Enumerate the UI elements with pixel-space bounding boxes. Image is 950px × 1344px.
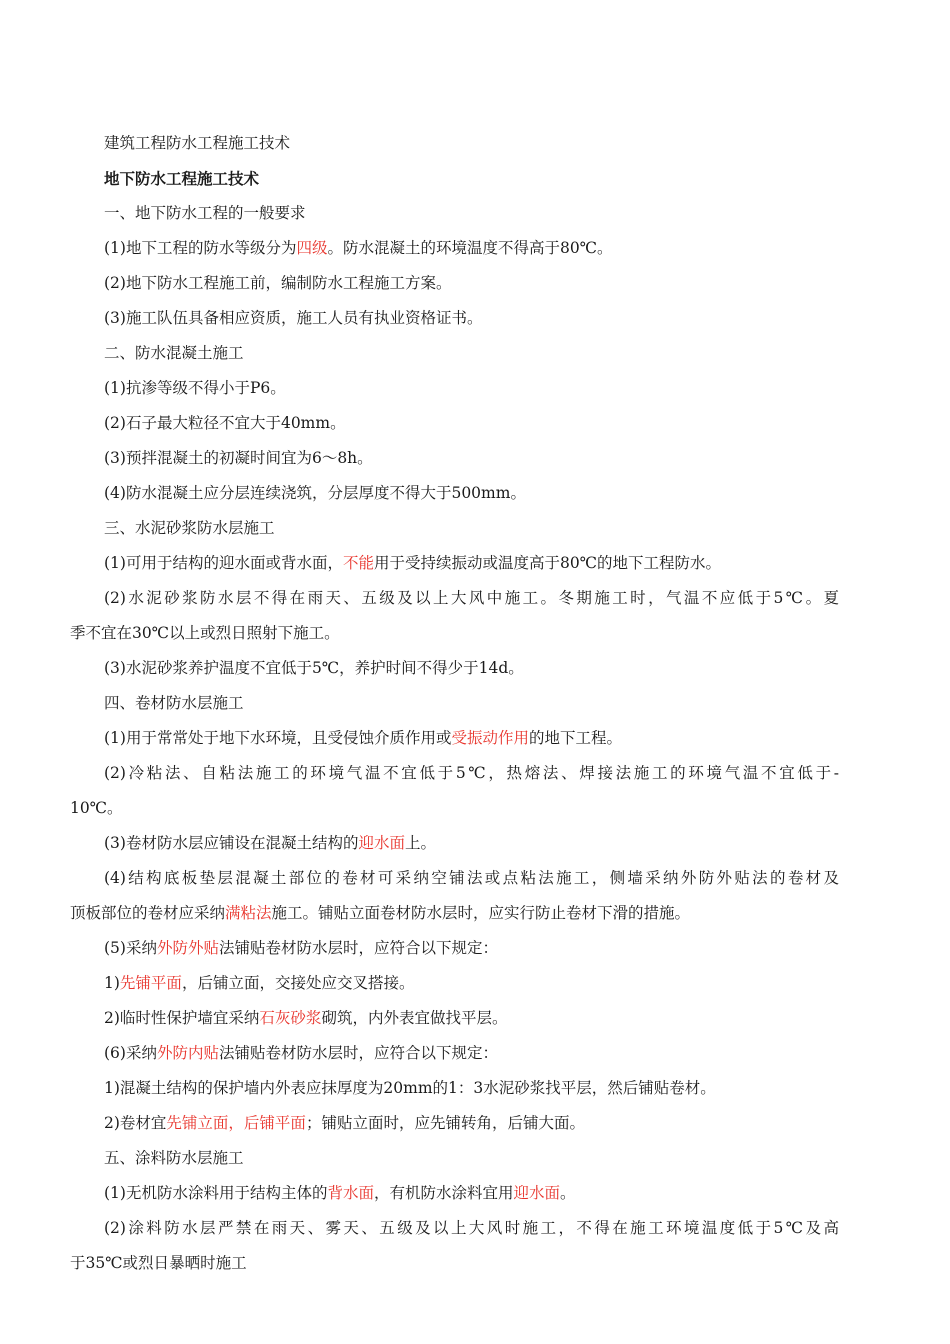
highlighted-text: 石灰砂浆 [259, 1009, 322, 1027]
text-segment: ，有机防水涂料宜用 [373, 1184, 514, 1202]
paragraph [104, 336, 839, 371]
paragraph [104, 931, 839, 966]
text-segment: 季不宜在30℃以上或烈日照射下施工。 [70, 624, 340, 642]
text-segment: 法铺贴卷材防水层时，应符合以下规定： [218, 939, 498, 957]
paragraph [70, 791, 839, 826]
text-segment: (1)用于常常处于地下水环境，且受侵蚀介质作用或 [104, 729, 452, 747]
paragraph [104, 1071, 839, 1106]
text-segment: ；铺贴立面时，应先铺转角，后铺大面。 [305, 1114, 585, 1132]
text-segment: 用于受持续振动或温度高于80℃的地下工程防水。 [373, 554, 722, 572]
text-segment: (1)无机防水涂料用于结构主体的 [104, 1184, 328, 1202]
text-segment: 1)混凝土结构的保护墙内外表应抹厚度为20mm的1：3水泥砂浆找平层，然后铺贴卷材。 [104, 1079, 716, 1097]
paragraph [104, 1176, 839, 1211]
paragraph [104, 1001, 839, 1036]
text-segment: 一、地下防水工程的一般要求 [104, 204, 306, 222]
paragraph [104, 476, 839, 511]
text-segment: (4)防水混凝土应分层连续浇筑，分层厚度不得大于500mm。 [104, 484, 526, 502]
text-segment: 五、涂料防水层施工 [104, 1149, 244, 1167]
text-segment: (1)抗渗等级不得小于P6。 [104, 379, 286, 397]
highlighted-text: 先铺立面，后铺平面 [166, 1114, 306, 1132]
paragraph [104, 196, 839, 231]
paragraph [104, 511, 839, 546]
paragraph [104, 231, 839, 266]
paragraph [104, 581, 839, 616]
text-segment: 上。 [404, 834, 436, 852]
paragraph [104, 1106, 839, 1141]
paragraph [104, 826, 839, 861]
paragraph [104, 966, 839, 1001]
text-segment: (3)预拌混凝土的初凝时间宜为6～8h。 [104, 449, 373, 467]
paragraph [104, 371, 839, 406]
highlighted-text: 四级 [296, 239, 328, 257]
text-segment: (2)石子最大粒径不宜大于40mm。 [104, 414, 346, 432]
text-segment: 2)卷材宜 [104, 1114, 167, 1132]
text-segment: 1) [104, 974, 120, 992]
text-segment: 。 [560, 1184, 576, 1202]
text-segment: 二、防水混凝土施工 [104, 344, 244, 362]
text-segment: 施工。铺贴立面卷材防水层时，应实行防止卷材下滑的措施。 [271, 904, 691, 922]
text-segment: (5)采纳 [104, 939, 157, 957]
highlighted-text: 先铺平面 [119, 974, 182, 992]
paragraph [104, 686, 839, 721]
paragraph [104, 651, 839, 686]
text-segment: (6)采纳 [104, 1044, 157, 1062]
text-segment: (3)施工队伍具备相应资质，施工人员有执业资格证书。 [104, 309, 483, 327]
text-segment: (3)水泥砂浆养护温度不宜低于5℃，养护时间不得少于14d。 [104, 659, 524, 677]
text-segment: (2)冷粘法、自粘法施工的环境气温不宜低于5℃，热熔法、焊接法施工的环境气温不宜低于- [104, 764, 839, 782]
text-segment: (2)地下防水工程施工前，编制防水工程施工方案。 [104, 274, 452, 292]
text-segment: (1)可用于结构的迎水面或背水面， [104, 554, 343, 572]
paragraph [104, 266, 839, 301]
text-segment: 法铺贴卷材防水层时，应符合以下规定： [218, 1044, 498, 1062]
text-segment: (1)地下工程的防水等级分为 [104, 239, 297, 257]
text-segment: 10℃。 [70, 799, 123, 817]
text-segment: (2)水泥砂浆防水层不得在雨天、五级及以上大风中施工。冬期施工时，气温不应低于5℃。夏 [104, 589, 839, 607]
highlighted-text: 受振动作用 [451, 729, 529, 747]
paragraph [104, 441, 839, 476]
doc-title: 建筑工程防水工程施工技术 [104, 134, 291, 152]
paragraph [104, 861, 839, 896]
paragraph [70, 896, 839, 931]
paragraph [104, 1141, 839, 1176]
text-segment: 顶板部位的卷材应采纳 [70, 904, 226, 922]
text-segment: 。防水混凝土的环境温度不得高于80℃。 [327, 239, 613, 257]
paragraph [104, 546, 839, 581]
highlighted-text: 满粘法 [225, 904, 272, 922]
text-segment: (2)涂料防水层严禁在雨天、雾天、五级及以上大风时施工，不得在施工环境温度低于5℃及高 [104, 1219, 839, 1237]
text-segment: (4)结构底板垫层混凝土部位的卷材可采纳空铺法或点粘法施工，侧墙采纳外防外贴法的卷材及 [104, 869, 839, 887]
text-segment: 于35℃或烈日暴晒时施工 [70, 1254, 247, 1272]
paragraph [104, 756, 839, 791]
text-segment: 2)临时性保护墙宜采纳 [104, 1009, 260, 1027]
text-segment: 的地下工程。 [528, 729, 622, 747]
highlighted-text: 外防外贴 [156, 939, 219, 957]
highlighted-text: 迎水面 [513, 1184, 561, 1202]
highlighted-text: 迎水面 [358, 834, 405, 852]
highlighted-text: 外防内贴 [156, 1044, 219, 1062]
section-title: 地下防水工程施工技术 [104, 169, 260, 188]
text-segment: (3)卷材防水层应铺设在混凝土结构的 [104, 834, 359, 852]
highlighted-text: 不能 [342, 554, 374, 572]
text-segment: ，后铺立面，交接处应交叉搭接。 [181, 974, 415, 992]
paragraph [70, 616, 839, 651]
text-segment: 三、水泥砂浆防水层施工 [104, 519, 275, 537]
paragraph [104, 1036, 839, 1071]
paragraph [104, 1211, 839, 1246]
highlighted-text: 背水面 [327, 1184, 374, 1202]
paragraph [104, 721, 839, 756]
paragraph [104, 406, 839, 441]
text-segment: 砌筑，内外表宜做找平层。 [321, 1009, 508, 1027]
paragraph [104, 301, 839, 336]
paragraph [70, 1246, 839, 1281]
text-segment: 四、卷材防水层施工 [104, 694, 244, 712]
